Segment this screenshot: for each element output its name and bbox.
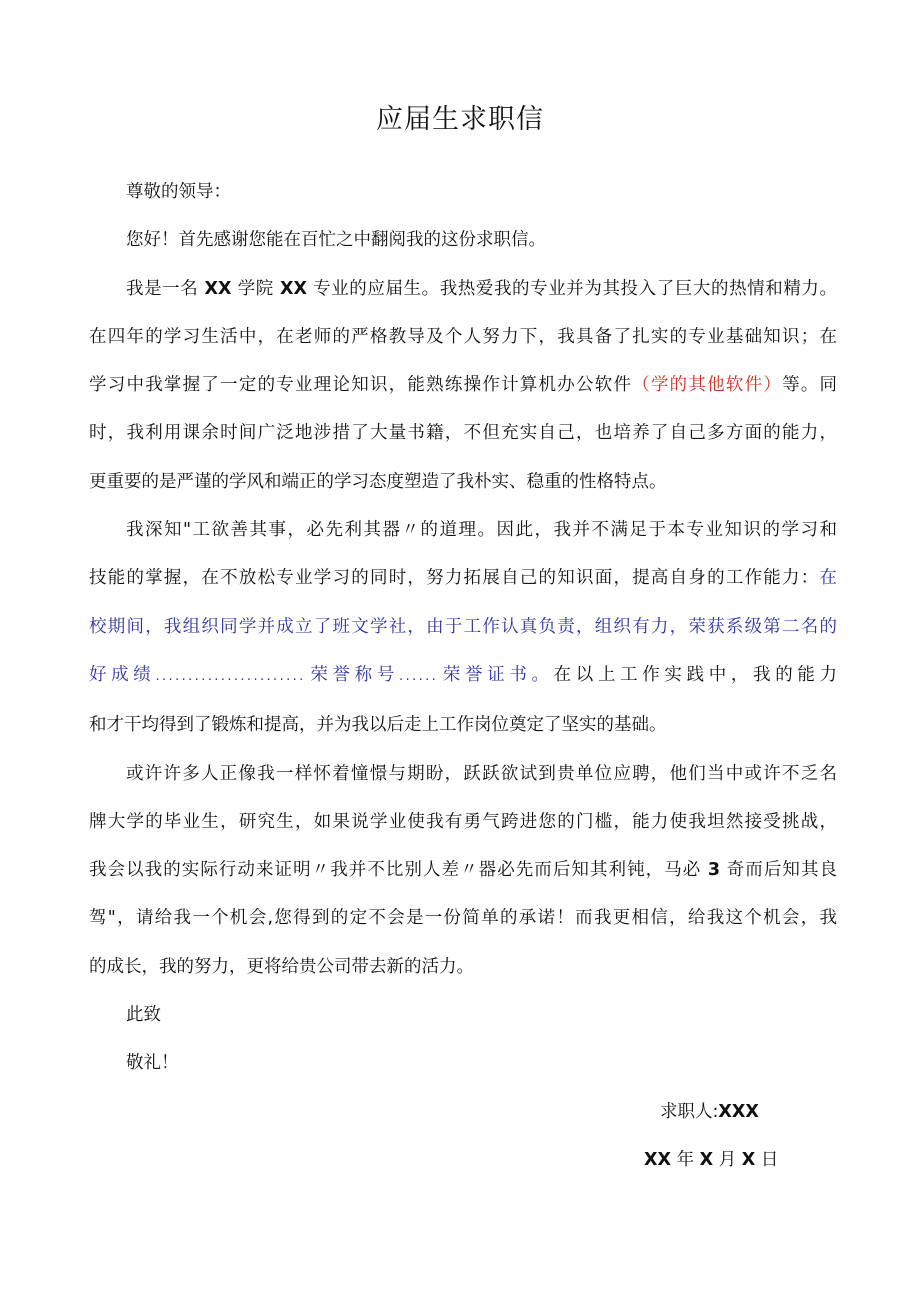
paragraph-1-line-3: 学习中我掌握了一定的专业理论知识，能熟练操作计算机办公软件（学的其他软件）等。同 — [89, 375, 838, 396]
greeting: 尊敬的领导： — [126, 182, 231, 202]
signature-label: 求职人: — [660, 1102, 719, 1122]
paragraph-2 — [89, 506, 837, 749]
paragraph-1-line-5: 更重要的是严谨的学风和端正的学习态度塑造了我朴实、稳重的性格特点。 — [89, 471, 667, 492]
closing-jing-li: 敬礼！ — [126, 1053, 179, 1074]
paragraph-1-line-1: 我是一名 XX 学院 XX 专业的应届生。我热爱我的专业并为其投入了巨大的热情和精力。 — [126, 278, 837, 299]
paragraph-2-line-4: 好成绩.......................荣誉称号......荣誉证书。在以上工作实践中，我的能力 — [89, 664, 838, 685]
paragraph-1-line-4: 时，我利用课余时间广泛地涉措了大量书籍，不但充实自己，也培养了自己多方面的能力， — [89, 423, 837, 444]
paragraph-2-line-5: 和才干均得到了锻炼和提高，并为我以后走上工作岗位奠定了坚实的基础。 — [89, 715, 667, 736]
paragraph-1-line-2: 在四年的学习生活中，在老师的严格教导及个人努力下，我具备了扎实的专业基础知识；在 — [89, 326, 837, 347]
signature-name: XXX — [718, 1102, 759, 1122]
paragraph-3-line-4: 驾"，请给我一个机会,您得到的定不会是一份简单的承诺！而我更相信，给我这个机会，我 — [89, 908, 837, 929]
page-title: 应届生求职信 — [376, 104, 544, 135]
opening-line: 您好！首先感谢您能在百忙之中翻阅我的这份求职信。 — [126, 230, 546, 251]
paragraph-2-line-2: 技能的掌握，在不放松专业学习的同时，努力拓展自己的知识面，提高自身的工作能力：在 — [89, 568, 837, 589]
paragraph-3-line-2: 牌大学的毕业生，研究生，如果说学业使我有勇气跨进您的门槛，能力使我坦然接受挑战， — [89, 811, 837, 832]
paragraph-3-line-5: 的成长，我的努力，更将给贵公司带去新的活力。 — [89, 956, 474, 977]
highlight-software: （学的其他软件） — [632, 375, 783, 396]
signature — [660, 1092, 759, 1132]
paragraph-1 — [89, 265, 837, 506]
letter-body — [89, 168, 837, 1088]
closing-ci-zhi: 此致 — [126, 1005, 161, 1026]
paragraph-3-line-3: 我会以我的实际行动来证明〃我并不比别人差〃器必先而后知其利钝，马必 3 奇而后知其良 — [89, 860, 837, 881]
paragraph-2-line-1: 我深知"工欲善其事，必先利其器〃的道理。因此，我并不满足于本专业知识的学习和 — [126, 520, 837, 541]
paragraph-3-line-1: 或许许多人正像我一样怀着憧憬与期盼，跃跃欲试到贵单位应聘，他们当中或许不乏名 — [126, 763, 837, 784]
paragraph-3 — [89, 750, 837, 991]
date-line: XX 年 X 月 X 日 — [644, 1150, 779, 1170]
paragraph-2-line-3: 校期间，我组织同学并成立了班文学社，由于工作认真负责，组织有力，荣获系级第二名的 — [89, 616, 837, 637]
